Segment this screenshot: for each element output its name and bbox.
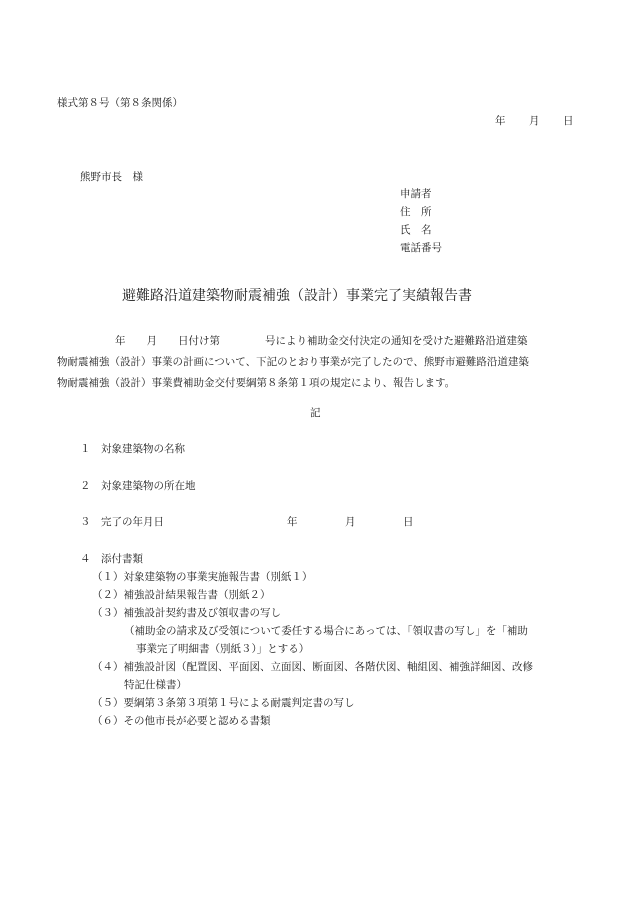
body-year-label: 年: [115, 335, 126, 347]
ki-marker: 記: [310, 407, 321, 419]
address-label: 住 所: [400, 206, 432, 218]
item-3: ３ 完了の年月日: [80, 516, 164, 528]
attachment-3-note-line-1: （補助金の請求及び受領について委任する場合にあっては、「領収書の写し」を「補助: [124, 625, 528, 637]
attachment-4-line-2: 特記仕様書）: [124, 679, 187, 691]
applicant-label: 申請者: [400, 188, 432, 200]
name-label: 氏 名: [400, 224, 432, 236]
date-day-label: 日: [563, 115, 574, 127]
body-line-1-rest: 号により補助金交付決定の通知を受けた避難路沿道建築: [265, 335, 528, 347]
item-3-month-label: 月: [345, 516, 356, 528]
body-line-1: [57, 331, 577, 352]
item-1: １ 対象建築物の名称: [80, 443, 185, 455]
phone-label: 電話番号: [400, 242, 442, 254]
attachment-3: （３）補強設計契約書及び領収書の写し: [92, 607, 281, 619]
attachment-5: （５）要綱第３条第３項第１号による耐震判定書の写し: [92, 697, 355, 709]
date-month-label: 月: [529, 115, 540, 127]
attachment-4-line-1: （４）補強設計図（配置図、平面図、立面図、断面図、各階伏図、軸組図、補強詳細図、改修: [92, 661, 533, 673]
item-3-day-label: 日: [403, 516, 414, 528]
attachment-3-note-line-2: 事業完了明細書（別紙３）」とする）: [136, 643, 310, 655]
body-paragraph: [57, 331, 577, 394]
form-number: 様式第８号（第８条関係）: [57, 97, 183, 109]
document-title: 避難路沿道建築物耐震補強（設計）事業完了実績報告書: [122, 288, 472, 304]
body-dated-label: 日付け第: [178, 335, 220, 347]
item-4: ４ 添付書類: [80, 553, 143, 565]
attachment-2: （２）補強設計結果報告書（別紙２）: [92, 589, 271, 601]
body-line-3: 物耐震補強（設計）事業費補助金交付要綱第８条第１項の規定により、報告します。: [57, 377, 456, 389]
body-line-2: 物耐震補強（設計）事業の計画について、下記のとおり事業が完了したので、熊野市避難路沿道建築: [57, 356, 529, 368]
attachment-6: （６）その他市長が必要と認める書類: [92, 715, 271, 727]
body-month-label: 月: [146, 335, 157, 347]
item-2: ２ 対象建築物の所在地: [80, 480, 196, 492]
date-year-label: 年: [495, 115, 506, 127]
addressee: 熊野市長 様: [80, 171, 143, 183]
item-3-year-label: 年: [287, 516, 298, 528]
attachment-1: （１）対象建築物の事業実施報告書（別紙１）: [92, 571, 313, 583]
